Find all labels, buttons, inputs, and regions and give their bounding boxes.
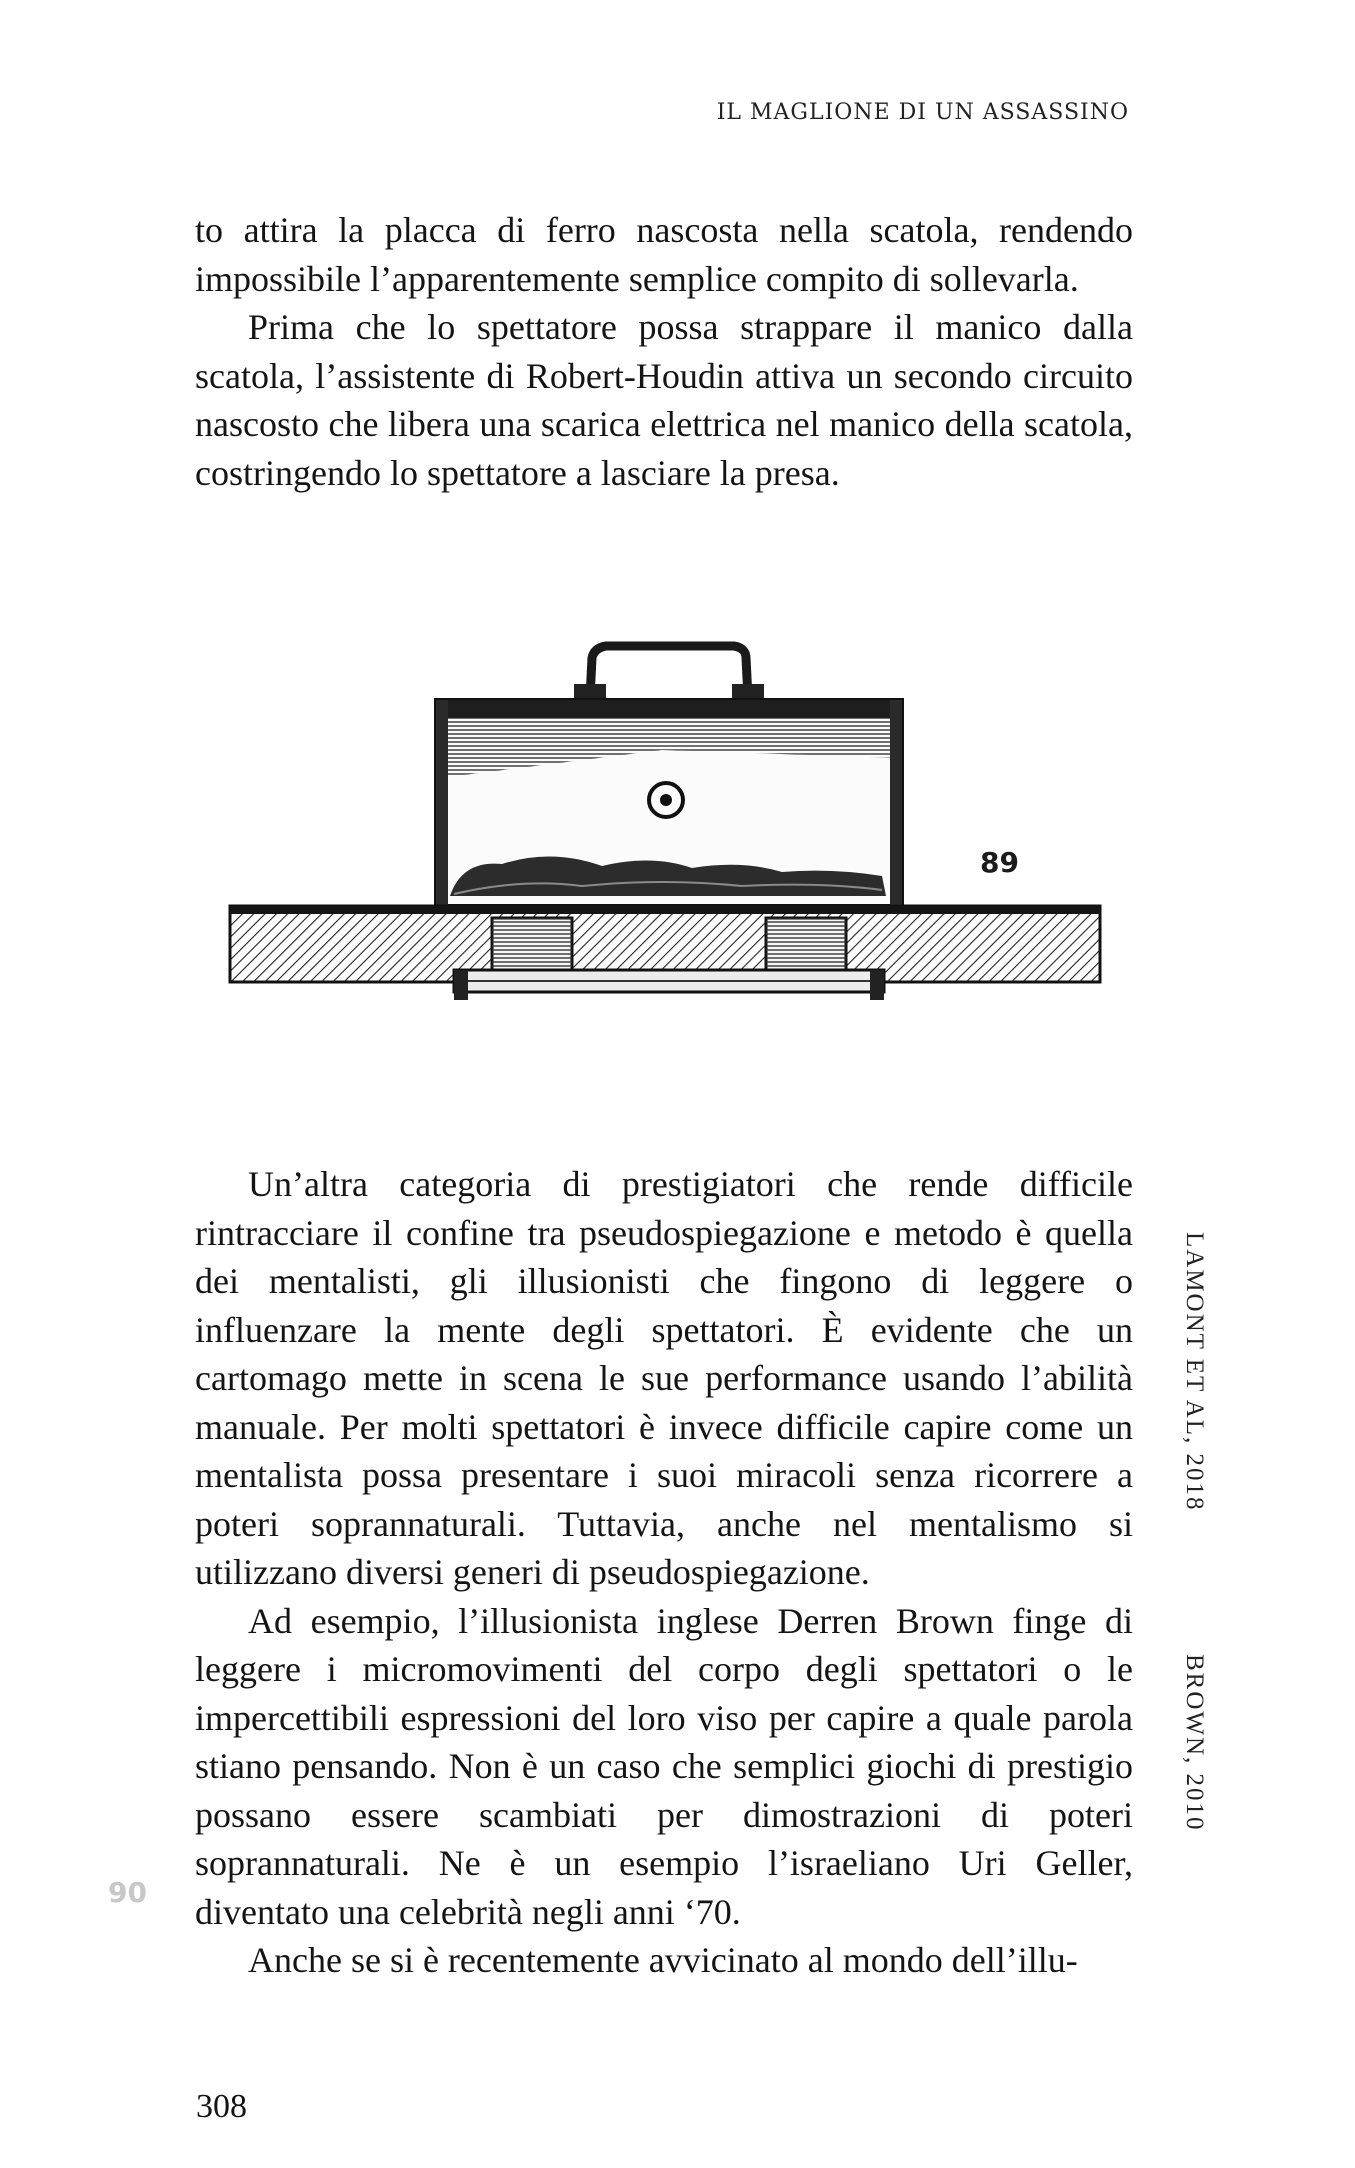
body-text-bottom	[195, 1160, 1133, 1985]
running-head: IL MAGLIONE DI UN ASSASSINO	[716, 100, 1129, 125]
paragraph: Anche se si è recentemente avvicinato al mondo dell’illu-	[248, 1940, 1078, 1980]
margin-citation: BROWN, 2010	[1181, 1654, 1208, 1832]
box-illustration	[222, 628, 1112, 1004]
paragraph: to attira la placca di ferro nascosta nella scatola, rendendo impossibile l’apparentemente semplice compito di sollevarla.	[195, 210, 1133, 299]
paragraph: Un’altra categoria di prestigiatori che rende difficile rintracciare il confine tra pseudospiegazione e metodo è quella dei mentalisti, gli illusionisti che fingono di leggere o influenzare la mente degli spettatori. È evidente che un cartomago mette in scena le sue performance usando l’abilità manuale. Per molti spettatori è invece difficile capire come un mentalista possa presentare i suoi miracoli senza ricorrere a poteri soprannaturali. Tuttavia, anche nel mentalismo si utilizzano diversi generi di pseudospiegazione.	[195, 1164, 1133, 1592]
engraving-electric-box	[222, 628, 1112, 1004]
paragraph: Prima che lo spettatore possa strappare il manico dalla scatola, l’assistente di Robert-Houdin attiva un secondo circuito nascosto che libera una scarica elettrica nel manico della scatola, costringendo lo spettatore a lasciare la presa.	[195, 307, 1133, 493]
box-handle	[590, 646, 748, 698]
figure-marker: 89	[980, 846, 1019, 879]
body-text-top	[195, 206, 1133, 497]
margin-marker: 90	[108, 1876, 147, 1909]
page-number: 308	[196, 2088, 247, 2125]
paragraph: Ad esempio, l’illusionista inglese Derren Brown finge di leggere i micromovimenti del corpo degli spettatori o le impercettibili espressioni del loro viso per capire a quale parola stiano pensando. Non è un caso che semplici giochi di prestigio possano essere scambiati per dimostrazioni di poteri soprannaturali. Ne è un esempio l’israeliano Uri Geller, diventato una celebrità negli anni ‘70.	[195, 1600, 1133, 1932]
margin-citation: LAMONT ET AL, 2018	[1181, 1232, 1208, 1512]
